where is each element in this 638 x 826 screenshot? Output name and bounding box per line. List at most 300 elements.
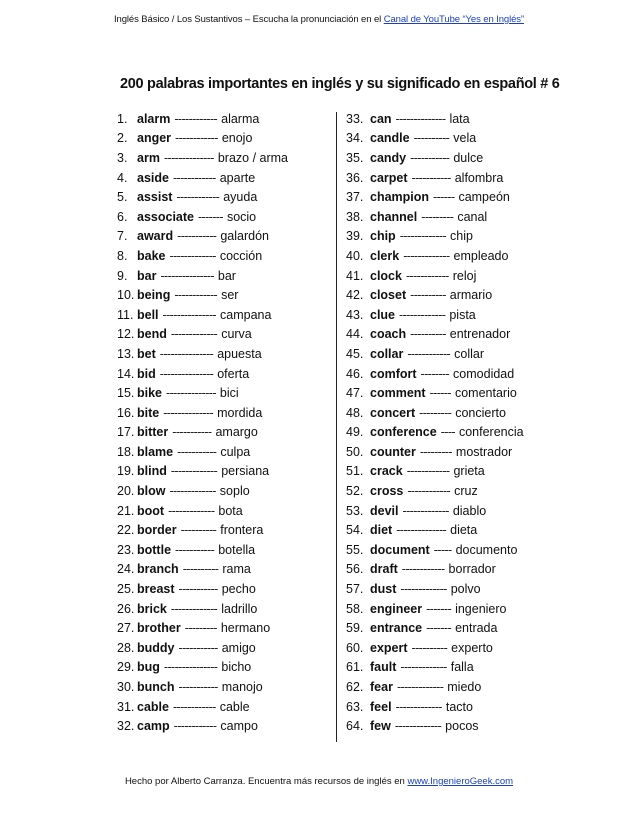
dash-leader: ----------- — [411, 170, 451, 185]
entry-number: 42. — [346, 288, 364, 303]
english-word: counter — [370, 444, 416, 459]
spanish-meaning: botella — [218, 542, 256, 557]
spanish-meaning: canal — [457, 209, 488, 224]
dash-leader: ------- — [426, 621, 452, 636]
website-link[interactable]: www.IngenieroGeek.com — [407, 776, 514, 787]
english-word: bake — [137, 248, 166, 263]
vocab-row — [346, 168, 524, 188]
english-word: alarm — [137, 111, 171, 126]
spanish-meaning: cocción — [219, 248, 263, 263]
english-word: bar — [137, 268, 157, 283]
spanish-meaning: oferta — [217, 366, 250, 381]
entry-number: 26. — [117, 601, 135, 616]
entry-number: 64. — [346, 719, 364, 734]
entry-number: 40. — [346, 248, 364, 263]
spanish-meaning: frontera — [220, 523, 264, 538]
dash-leader: ------ — [429, 386, 451, 401]
vocab-row — [117, 168, 288, 188]
entry-number: 10. — [117, 288, 135, 303]
entry-number: 21. — [117, 503, 135, 518]
vocab-row — [117, 227, 288, 247]
spanish-meaning: vela — [453, 131, 477, 146]
entry-number: 62. — [346, 680, 364, 695]
vocab-row — [346, 579, 524, 599]
spanish-meaning: bicho — [221, 660, 252, 675]
entry-number: 52. — [346, 484, 364, 499]
entry-number: 59. — [346, 621, 364, 636]
word-list-left — [117, 109, 288, 736]
vocab-row — [117, 364, 288, 384]
entry-number: 30. — [117, 680, 135, 695]
spanish-meaning: brazo / arma — [217, 150, 288, 165]
english-word: concert — [370, 405, 416, 420]
entry-number: 47. — [346, 386, 364, 401]
vocab-row — [346, 618, 524, 638]
english-word: comment — [370, 386, 426, 401]
dash-leader: -------------- — [395, 111, 446, 126]
spanish-meaning: socio — [226, 209, 257, 224]
spanish-meaning: comodidad — [453, 366, 515, 381]
dash-leader: ------------- — [169, 484, 216, 499]
dash-leader: --------------- — [159, 346, 214, 361]
vocab-row — [117, 540, 288, 560]
vocab-row — [346, 423, 524, 443]
dash-leader: ------------ — [407, 346, 451, 361]
vocab-row — [117, 560, 288, 580]
dash-leader: ------------- — [402, 503, 449, 518]
entry-number: 25. — [117, 582, 135, 597]
vocab-row — [346, 227, 524, 247]
spanish-meaning: campeón — [458, 190, 510, 205]
vocab-row — [117, 325, 288, 345]
spanish-meaning: ser — [221, 288, 239, 303]
english-word: bell — [137, 307, 159, 322]
vocab-row — [346, 246, 524, 266]
dash-leader: ----------- — [177, 229, 217, 244]
dash-leader: ---------- — [180, 523, 217, 538]
dash-leader: ----------- — [178, 680, 218, 695]
spanish-meaning: grieta — [453, 464, 485, 479]
spanish-meaning: bici — [219, 386, 239, 401]
spanish-meaning: ingeniero — [455, 601, 507, 616]
entry-number: 24. — [117, 562, 135, 577]
entry-number: 45. — [346, 346, 364, 361]
entry-number: 13. — [117, 346, 135, 361]
vocab-row — [117, 109, 288, 129]
spanish-meaning: campo — [220, 719, 258, 734]
vocab-row — [117, 618, 288, 638]
spanish-meaning: lata — [449, 111, 470, 126]
vocab-row — [117, 423, 288, 443]
dash-leader: ------------ — [174, 288, 218, 303]
spanish-meaning: culpa — [220, 444, 251, 459]
spanish-meaning: experto — [451, 640, 493, 655]
spanish-meaning: entrenador — [449, 327, 511, 342]
spanish-meaning: mordida — [217, 405, 263, 420]
vocab-row — [346, 266, 524, 286]
english-word: comfort — [370, 366, 417, 381]
english-word: bitter — [137, 425, 169, 440]
spanish-meaning: diablo — [452, 503, 487, 518]
english-word: clue — [370, 307, 396, 322]
dash-leader: ------------ — [173, 719, 217, 734]
english-word: coach — [370, 327, 407, 342]
entry-number: 49. — [346, 425, 364, 440]
vocab-row — [346, 364, 524, 384]
vocab-row — [346, 148, 524, 168]
entry-number: 50. — [346, 444, 364, 459]
dash-leader: ------------- — [170, 601, 218, 616]
english-word: arm — [137, 150, 160, 165]
spanish-meaning: documento — [455, 542, 518, 557]
vocab-row — [117, 266, 288, 286]
dash-leader: ------------ — [174, 111, 218, 126]
english-word: clerk — [370, 248, 400, 263]
spanish-meaning: conferencia — [458, 425, 524, 440]
vocab-row — [346, 716, 524, 736]
dash-leader: ------------- — [399, 307, 446, 322]
vocab-row — [117, 481, 288, 501]
entry-number: 4. — [117, 170, 128, 185]
vocab-row — [117, 246, 288, 266]
entry-number: 5. — [117, 190, 128, 205]
spanish-meaning: enojo — [221, 131, 253, 146]
english-word: crack — [370, 464, 403, 479]
vocab-row — [117, 462, 288, 482]
vocab-row — [117, 207, 288, 227]
page-footer — [0, 776, 638, 787]
english-word: blind — [137, 464, 167, 479]
entry-number: 43. — [346, 307, 364, 322]
spanish-meaning: tacto — [445, 699, 473, 714]
entry-number: 46. — [346, 366, 364, 381]
entry-number: 9. — [117, 268, 128, 283]
dash-leader: ------ — [433, 190, 455, 205]
dash-leader: ------------- — [400, 582, 447, 597]
vocab-row — [117, 697, 288, 717]
spanish-meaning: reloj — [452, 268, 477, 283]
english-word: aside — [137, 170, 169, 185]
dash-leader: ---------- — [413, 131, 450, 146]
english-word: document — [370, 542, 430, 557]
spanish-meaning: bar — [217, 268, 236, 283]
vocab-row — [117, 305, 288, 325]
dash-leader: ------------- — [396, 680, 444, 695]
dash-leader: --------------- — [163, 660, 218, 675]
spanish-meaning: galardón — [220, 229, 269, 244]
entry-number: 54. — [346, 523, 364, 538]
entry-number: 16. — [117, 405, 135, 420]
spanish-meaning: falla — [450, 660, 474, 675]
entry-number: 35. — [346, 150, 364, 165]
dash-leader: --------- — [184, 621, 217, 636]
english-word: channel — [370, 209, 418, 224]
vocab-row — [117, 344, 288, 364]
vocab-row — [346, 501, 524, 521]
entry-number: 56. — [346, 562, 364, 577]
dash-leader: ------- — [426, 601, 452, 616]
entry-number: 11. — [117, 307, 134, 322]
entry-number: 36. — [346, 170, 364, 185]
spanish-meaning: armario — [449, 288, 493, 303]
spanish-meaning: pocos — [445, 719, 479, 734]
spanish-meaning: curva — [221, 327, 252, 342]
entry-number: 38. — [346, 209, 364, 224]
spanish-meaning: polvo — [450, 582, 481, 597]
dash-leader: ------------- — [399, 229, 447, 244]
vocab-row — [346, 560, 524, 580]
entry-number: 31. — [117, 699, 135, 714]
dash-leader: ---------- — [410, 288, 446, 303]
entry-number: 20. — [117, 484, 135, 499]
vocab-row — [346, 187, 524, 207]
dash-leader: ---------- — [411, 640, 448, 655]
vocab-row — [346, 403, 524, 423]
english-word: cable — [137, 699, 169, 714]
dash-leader: ------------ — [401, 562, 445, 577]
english-word: few — [370, 719, 391, 734]
english-word: feel — [370, 699, 392, 714]
english-word: draft — [370, 562, 398, 577]
spanish-meaning: pista — [449, 307, 476, 322]
english-word: boot — [137, 503, 165, 518]
entry-number: 3. — [117, 150, 128, 165]
spanish-meaning: alfombra — [454, 170, 504, 185]
spanish-meaning: pecho — [221, 582, 256, 597]
english-word: candy — [370, 150, 407, 165]
entry-number: 48. — [346, 405, 364, 420]
entry-number: 51. — [346, 464, 364, 479]
spanish-meaning: soplo — [219, 484, 250, 499]
spanish-meaning: entrada — [455, 621, 498, 636]
spanish-meaning: dulce — [453, 150, 484, 165]
vocab-row — [117, 716, 288, 736]
spanish-meaning: miedo — [447, 680, 482, 695]
entry-number: 34. — [346, 131, 364, 146]
english-word: collar — [370, 346, 404, 361]
entry-number: 14. — [117, 366, 135, 381]
dash-leader: ----- — [433, 542, 452, 557]
dash-leader: ------------ — [406, 464, 450, 479]
page-title: 200 palabras importantes en inglés y su significado en español # 6 — [120, 76, 560, 92]
dash-leader: ----------- — [172, 425, 212, 440]
spanish-meaning: bota — [218, 503, 243, 518]
youtube-channel-link[interactable]: Canal de YouTube “Yes en Inglés” — [383, 14, 524, 25]
dash-leader: ------- — [197, 209, 223, 224]
vocab-row — [117, 658, 288, 678]
spanish-meaning: borrador — [448, 562, 496, 577]
english-word: champion — [370, 190, 430, 205]
vocab-row — [346, 599, 524, 619]
english-word: engineer — [370, 601, 423, 616]
entry-number: 1. — [117, 111, 128, 126]
vocab-row — [346, 109, 524, 129]
vocab-row — [346, 129, 524, 149]
vocab-row — [117, 129, 288, 149]
dash-leader: --------------- — [159, 366, 214, 381]
spanish-meaning: cruz — [454, 484, 478, 499]
header-text: Inglés Básico / Los Sustantivos – Escucha la pronunciación en el — [114, 14, 384, 25]
spanish-meaning: alarma — [221, 111, 260, 126]
vocab-row — [346, 285, 524, 305]
vocab-row — [117, 599, 288, 619]
dash-leader: --------------- — [162, 307, 216, 322]
english-word: bottle — [137, 542, 172, 557]
dash-leader: ------------ — [176, 190, 220, 205]
dash-leader: ------------ — [175, 131, 218, 146]
vocab-row — [117, 638, 288, 658]
vocab-row — [117, 579, 288, 599]
entry-number: 37. — [346, 190, 364, 205]
english-word: fault — [370, 660, 397, 675]
dash-leader: ---- — [440, 425, 455, 440]
vocab-row — [346, 697, 524, 717]
entry-number: 55. — [346, 542, 364, 557]
english-word: bug — [137, 660, 160, 675]
dash-leader: ----------- — [178, 640, 218, 655]
dash-leader: -------------- — [166, 386, 216, 401]
dash-leader: ------------- — [170, 464, 218, 479]
spanish-meaning: amigo — [221, 640, 256, 655]
dash-leader: ------------- — [168, 503, 215, 518]
vocab-row — [346, 305, 524, 325]
entry-number: 61. — [346, 660, 364, 675]
english-word: bend — [137, 327, 167, 342]
vocab-row — [117, 403, 288, 423]
english-word: expert — [370, 640, 408, 655]
english-word: brick — [137, 601, 167, 616]
english-word: anger — [137, 131, 172, 146]
spanish-meaning: ayuda — [223, 190, 258, 205]
dash-leader: ------------- — [394, 719, 442, 734]
english-word: being — [137, 288, 171, 303]
vocab-row — [346, 540, 524, 560]
entry-number: 60. — [346, 640, 364, 655]
dash-leader: ---------- — [182, 562, 219, 577]
vocab-row — [346, 658, 524, 678]
vocab-row — [346, 325, 524, 345]
vocab-row — [346, 383, 524, 403]
dash-leader: ----------- — [175, 542, 215, 557]
spanish-meaning: ladrillo — [221, 601, 258, 616]
dash-leader: ------------- — [395, 699, 442, 714]
vocab-row — [346, 462, 524, 482]
vocab-row — [346, 520, 524, 540]
entry-number: 28. — [117, 640, 135, 655]
vocab-row — [346, 344, 524, 364]
vocab-row — [346, 677, 524, 697]
entry-number: 44. — [346, 327, 364, 342]
dash-leader: -------------- — [163, 405, 214, 420]
entry-number: 12. — [117, 327, 135, 342]
entry-number: 7. — [117, 229, 128, 244]
english-word: conference — [370, 425, 437, 440]
vocab-row — [117, 677, 288, 697]
dash-leader: -------------- — [396, 523, 447, 538]
vocab-row — [346, 207, 524, 227]
spanish-meaning: mostrador — [455, 444, 513, 459]
dash-leader: --------------- — [160, 268, 214, 283]
english-word: bet — [137, 346, 156, 361]
english-word: bite — [137, 405, 160, 420]
english-word: can — [370, 111, 392, 126]
english-word: candle — [370, 131, 410, 146]
entry-number: 23. — [117, 542, 135, 557]
spanish-meaning: rama — [222, 562, 251, 577]
english-word: camp — [137, 719, 170, 734]
english-word: diet — [370, 523, 393, 538]
vocab-row — [117, 383, 288, 403]
spanish-meaning: persiana — [221, 464, 270, 479]
spanish-meaning: apuesta — [217, 346, 262, 361]
english-word: breast — [137, 582, 175, 597]
english-word: branch — [137, 562, 179, 577]
vocab-row — [117, 501, 288, 521]
spanish-meaning: hermano — [220, 621, 271, 636]
dash-leader: ------------- — [169, 248, 216, 263]
english-word: bunch — [137, 680, 175, 695]
entry-number: 2. — [117, 131, 128, 146]
page-header — [0, 14, 638, 25]
spanish-meaning: chip — [450, 229, 473, 244]
dash-leader: -------------- — [163, 150, 214, 165]
entry-number: 39. — [346, 229, 364, 244]
spanish-meaning: aparte — [219, 170, 256, 185]
column-divider — [336, 112, 337, 742]
vocab-row — [117, 148, 288, 168]
spanish-meaning: manojo — [221, 680, 263, 695]
spanish-meaning: concierto — [455, 405, 506, 420]
english-word: closet — [370, 288, 407, 303]
dash-leader: ------------ — [172, 699, 216, 714]
english-word: assist — [137, 190, 173, 205]
entry-number: 6. — [117, 209, 128, 224]
entry-number: 53. — [346, 503, 364, 518]
dash-leader: ------------ — [407, 484, 451, 499]
entry-number: 19. — [117, 464, 135, 479]
dash-leader: ----------- — [178, 582, 218, 597]
dash-leader: --------- — [419, 405, 452, 420]
dash-leader: ----------- — [410, 150, 450, 165]
english-word: clock — [370, 268, 402, 283]
dash-leader: ------------- — [170, 327, 218, 342]
entry-number: 32. — [117, 719, 135, 734]
entry-number: 15. — [117, 386, 135, 401]
spanish-meaning: comentario — [454, 386, 517, 401]
vocab-row — [117, 187, 288, 207]
dash-leader: -------- — [420, 366, 450, 381]
entry-number: 22. — [117, 523, 135, 538]
entry-number: 29. — [117, 660, 135, 675]
english-word: buddy — [137, 640, 175, 655]
vocab-row — [117, 520, 288, 540]
dash-leader: --------- — [421, 209, 454, 224]
english-word: award — [137, 229, 174, 244]
dash-leader: ------------ — [172, 170, 216, 185]
spanish-meaning: amargo — [215, 425, 258, 440]
english-word: chip — [370, 229, 396, 244]
dash-leader: ------------- — [403, 248, 450, 263]
english-word: border — [137, 523, 177, 538]
footer-text: Hecho por Alberto Carranza. Encuentra más recursos de inglés en — [124, 776, 408, 787]
spanish-meaning: empleado — [453, 248, 509, 263]
spanish-meaning: campana — [220, 307, 272, 322]
entry-number: 33. — [346, 111, 364, 126]
english-word: entrance — [370, 621, 423, 636]
vocab-row — [346, 442, 524, 462]
entry-number: 63. — [346, 699, 364, 714]
vocab-row — [346, 638, 524, 658]
